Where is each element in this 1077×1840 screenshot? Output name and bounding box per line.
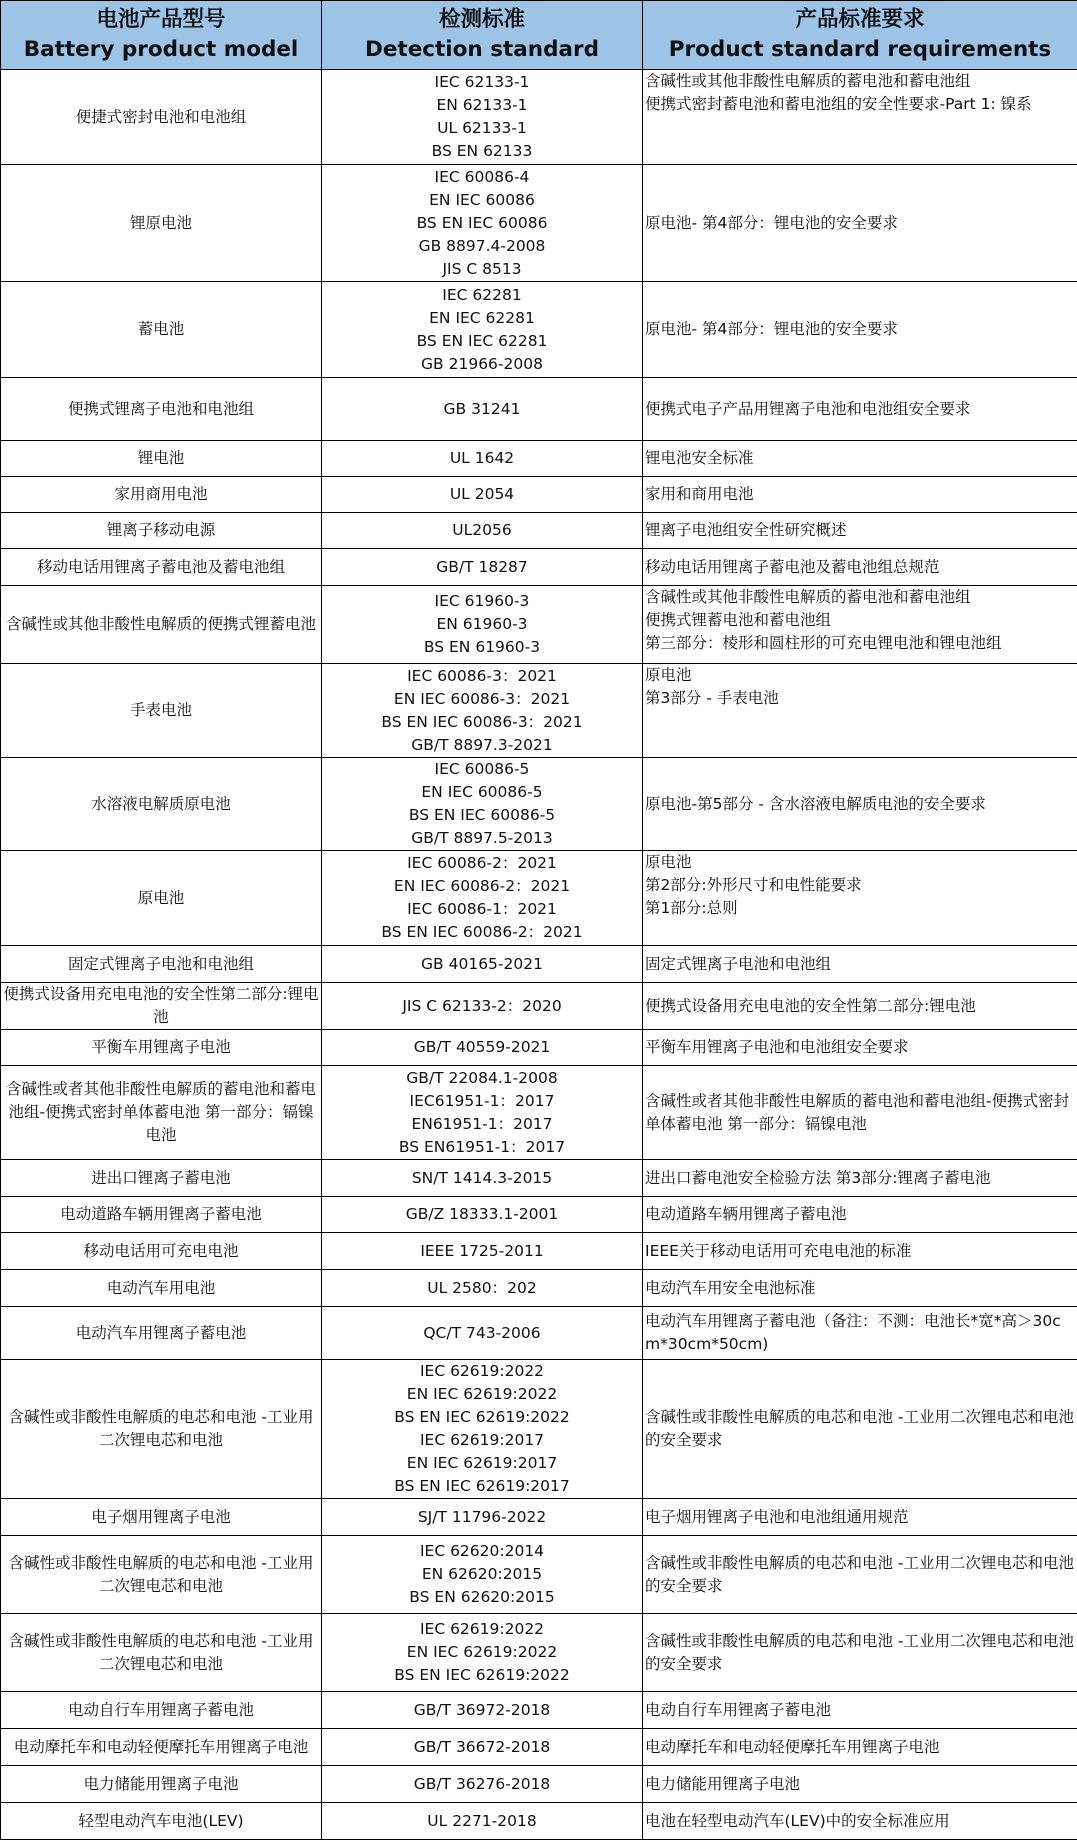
detection-standard-cell: [322, 983, 643, 1030]
table-row: [1, 549, 1077, 586]
table-row: [1, 664, 1077, 758]
detection-standard-cell: [322, 1499, 643, 1536]
battery-model-cell: [1, 70, 322, 165]
battery-model-text: 电力储能用锂离子电池: [3, 1773, 319, 1796]
battery-model-text: 锂电池: [3, 447, 319, 470]
standard-code: BS EN IEC 60086-2：2021: [324, 921, 640, 944]
product-requirement-cell: [643, 1536, 1077, 1614]
battery-model-cell: [1, 165, 322, 282]
standard-code: EN IEC 62619:2022: [324, 1641, 640, 1664]
battery-model-text: 固定式锂离子电池和电池组: [3, 953, 319, 976]
standard-code: IEC 60086-3：2021: [324, 665, 640, 688]
table-row: [1, 1270, 1077, 1307]
standard-code: GB/T 36972-2018: [324, 1699, 640, 1722]
requirement-text: 家用和商用电池: [645, 483, 1075, 506]
table-row: [1, 851, 1077, 946]
standard-code: GB/T 8897.5-2013: [324, 827, 640, 850]
product-requirement-cell: [643, 664, 1077, 758]
battery-model-text: 家用商用电池: [3, 483, 319, 506]
battery-model-text: 电动道路车辆用锂离子蓄电池: [3, 1203, 319, 1226]
detection-standard-cell: [322, 1803, 643, 1840]
table-row: [1, 1766, 1077, 1803]
requirement-text: 含碱性或非酸性电解质的电芯和电池 -工业用二次锂电芯和电池的安全要求: [645, 1630, 1075, 1676]
detection-standard-cell: [322, 1536, 643, 1614]
detection-standard-cell: [322, 1233, 643, 1270]
detection-standard-cell: [322, 1270, 643, 1307]
product-requirement-cell: [643, 1803, 1077, 1840]
battery-model-text: 电动摩托车和电动轻便摩托车用锂离子电池: [3, 1736, 319, 1759]
battery-model-cell: [1, 1360, 322, 1499]
requirement-text: 原电池- 第4部分：锂电池的安全要求: [645, 318, 1075, 341]
table-row: [1, 378, 1077, 441]
standard-code: EN IEC 60086: [324, 189, 640, 212]
requirement-text: 电动自行车用锂离子蓄电池: [645, 1699, 1075, 1722]
standard-code: GB/T 36276-2018: [324, 1773, 640, 1796]
battery-model-cell: [1, 1233, 322, 1270]
battery-model-text: 便携式设备用充电电池的安全性第二部分:锂电池: [3, 983, 319, 1029]
header-en: Battery product model: [3, 35, 319, 65]
table-row: [1, 513, 1077, 549]
product-requirement-cell: [643, 549, 1077, 586]
standard-code: UL 62133-1: [324, 117, 640, 140]
detection-standard-cell: [322, 513, 643, 549]
detection-standard-cell: [322, 586, 643, 664]
standard-code: EN IEC 60086-5: [324, 781, 640, 804]
standard-code: GB/Z 18333.1-2001: [324, 1203, 640, 1226]
battery-model-cell: [1, 1160, 322, 1197]
standard-code: EN IEC 62619:2022: [324, 1383, 640, 1406]
table-row: [1, 1360, 1077, 1499]
detection-standard-cell: [322, 477, 643, 513]
requirement-text: 锂离子电池组安全性研究概述: [645, 519, 1075, 542]
standard-code: GB/T 18287: [324, 556, 640, 579]
product-requirement-cell: [643, 1197, 1077, 1233]
standard-code: IEC 62619:2022: [324, 1618, 640, 1641]
battery-model-text: 蓄电池: [3, 318, 319, 341]
requirement-text: 进出口蓄电池安全检验方法 第3部分:锂离子蓄电池: [645, 1167, 1075, 1190]
table-row: [1, 1614, 1077, 1692]
standard-code: GB 31241: [324, 398, 640, 421]
table-row: [1, 586, 1077, 664]
standard-code: IEC 62619:2022: [324, 1360, 640, 1383]
requirement-text: 原电池- 第4部分：锂电池的安全要求: [645, 212, 1075, 235]
requirement-text: IEEE关于移动电话用可充电电池的标准: [645, 1240, 1075, 1263]
product-requirement-cell: [643, 477, 1077, 513]
table-row: [1, 1692, 1077, 1729]
battery-model-cell: [1, 282, 322, 378]
requirement-text: 便携式电子产品用锂离子电池和电池组安全要求: [645, 398, 1075, 421]
battery-model-cell: [1, 983, 322, 1030]
header-product-requirements: [643, 1, 1077, 70]
product-requirement-cell: [643, 1307, 1077, 1360]
detection-standard-cell: [322, 946, 643, 983]
table-row: [1, 758, 1077, 851]
standard-code: BS EN 62133: [324, 140, 640, 163]
product-requirement-cell: [643, 983, 1077, 1030]
battery-model-cell: [1, 1066, 322, 1160]
standard-code: BS EN IEC 62619:2017: [324, 1475, 640, 1498]
battery-model-text: 含碱性或非酸性电解质的电芯和电池 -工业用二次锂电芯和电池: [3, 1552, 319, 1598]
product-requirement-cell: [643, 851, 1077, 946]
battery-model-text: 锂原电池: [3, 212, 319, 235]
standard-code: EN IEC 62619:2017: [324, 1452, 640, 1475]
standard-code: BS EN61951-1：2017: [324, 1136, 640, 1159]
battery-model-cell: [1, 1536, 322, 1614]
requirement-text: 电力储能用锂离子电池: [645, 1773, 1075, 1796]
standard-code: BS EN IEC 62281: [324, 330, 640, 353]
standard-code: BS EN IEC 62619:2022: [324, 1664, 640, 1687]
table-row: [1, 946, 1077, 983]
standard-code: IEC 60086-4: [324, 166, 640, 189]
table-header: [1, 1, 1077, 70]
battery-model-text: 含碱性或者其他非酸性电解质的蓄电池和蓄电池组-便携式密封单体蓄电池 第一部分：镉镍电池: [3, 1078, 319, 1147]
battery-model-cell: [1, 664, 322, 758]
header-zh: 产品标准要求: [645, 5, 1075, 35]
requirement-text: 便携式设备用充电电池的安全性第二部分:锂电池: [645, 995, 1075, 1018]
table-body: [1, 70, 1077, 1840]
table-row: [1, 1499, 1077, 1536]
battery-model-cell: [1, 1729, 322, 1766]
battery-model-text: 平衡车用锂离子电池: [3, 1036, 319, 1059]
detection-standard-cell: [322, 1766, 643, 1803]
table-row: [1, 1233, 1077, 1270]
table-row: [1, 1729, 1077, 1766]
battery-model-text: 含碱性或其他非酸性电解质的便携式锂蓄电池: [3, 613, 319, 636]
requirement-text: 电动汽车用安全电池标准: [645, 1277, 1075, 1300]
standard-code: UL 1642: [324, 447, 640, 470]
battery-model-text: 电动汽车用锂离子蓄电池: [3, 1322, 319, 1345]
product-requirement-cell: [643, 282, 1077, 378]
standard-code: EN 61960-3: [324, 613, 640, 636]
product-requirement-cell: [643, 1030, 1077, 1066]
requirement-text: 原电池-第5部分 - 含水溶液电解质电池的安全要求: [645, 793, 1075, 816]
product-requirement-cell: [643, 70, 1077, 165]
battery-model-cell: [1, 513, 322, 549]
requirement-text: 第2部分:外形尺寸和电性能要求: [645, 874, 1075, 897]
table-row: [1, 441, 1077, 477]
requirement-text: 固定式锂离子电池和电池组: [645, 953, 1075, 976]
standard-code: UL 2271-2018: [324, 1810, 640, 1833]
standard-code: EN61951-1：2017: [324, 1113, 640, 1136]
detection-standard-cell: [322, 549, 643, 586]
table-row: [1, 477, 1077, 513]
standard-code: EN IEC 60086-2：2021: [324, 875, 640, 898]
detection-standard-cell: [322, 1030, 643, 1066]
battery-model-text: 含碱性或非酸性电解质的电芯和电池 -工业用二次锂电芯和电池: [3, 1406, 319, 1452]
requirement-text: 便携式密封蓄电池和蓄电池组的安全性要求-Part 1: 镍系: [645, 93, 1075, 116]
battery-model-cell: [1, 549, 322, 586]
table-row: [1, 70, 1077, 165]
battery-model-text: 原电池: [3, 887, 319, 910]
product-requirement-cell: [643, 586, 1077, 664]
battery-model-cell: [1, 1499, 322, 1536]
requirement-text: 第三部分：棱形和圆柱形的可充电锂电池和锂电池组: [645, 632, 1075, 655]
standard-code: UL 2054: [324, 483, 640, 506]
battery-model-cell: [1, 1614, 322, 1692]
detection-standard-cell: [322, 758, 643, 851]
standard-code: UL2056: [324, 519, 640, 542]
header-zh: 检测标准: [324, 5, 640, 35]
detection-standard-cell: [322, 1307, 643, 1360]
standard-code: IEC61951-1：2017: [324, 1090, 640, 1113]
standard-code: EN 62620:2015: [324, 1563, 640, 1586]
battery-model-cell: [1, 477, 322, 513]
table-row: [1, 1536, 1077, 1614]
table-row: [1, 1307, 1077, 1360]
detection-standard-cell: [322, 441, 643, 477]
table-row: [1, 1160, 1077, 1197]
battery-model-cell: [1, 378, 322, 441]
requirement-text: 含碱性或者其他非酸性电解质的蓄电池和蓄电池组-便携式密封单体蓄电池 第一部分：镉镍电池: [645, 1090, 1075, 1136]
header-detection-standard: [322, 1, 643, 70]
table-row: [1, 1030, 1077, 1066]
standard-code: BS EN IEC 62619:2022: [324, 1406, 640, 1429]
standard-code: UL 2580：202: [324, 1277, 640, 1300]
battery-model-text: 手表电池: [3, 699, 319, 722]
table-row: [1, 1066, 1077, 1160]
product-requirement-cell: [643, 1499, 1077, 1536]
battery-model-text: 轻型电动汽车电池(LEV): [3, 1810, 319, 1833]
standard-code: QC/T 743-2006: [324, 1322, 640, 1345]
standard-code: GB/T 22084.1-2008: [324, 1067, 640, 1090]
requirement-text: 平衡车用锂离子电池和电池组安全要求: [645, 1036, 1075, 1059]
standard-code: BS EN IEC 60086-3：2021: [324, 711, 640, 734]
battery-model-text: 水溶液电解质原电池: [3, 793, 319, 816]
product-requirement-cell: [643, 441, 1077, 477]
battery-model-cell: [1, 1692, 322, 1729]
standard-code: BS EN IEC 60086: [324, 212, 640, 235]
detection-standard-cell: [322, 1692, 643, 1729]
requirement-text: 便携式锂蓄电池和蓄电池组: [645, 609, 1075, 632]
battery-model-cell: [1, 1030, 322, 1066]
battery-model-cell: [1, 1270, 322, 1307]
standard-code: JIS C 8513: [324, 258, 640, 281]
battery-model-text: 进出口锂离子蓄电池: [3, 1167, 319, 1190]
table-row: [1, 1197, 1077, 1233]
header-zh: 电池产品型号: [3, 5, 319, 35]
requirement-text: 原电池: [645, 851, 1075, 874]
product-requirement-cell: [643, 378, 1077, 441]
detection-standard-cell: [322, 282, 643, 378]
battery-model-text: 电动汽车用电池: [3, 1277, 319, 1300]
standard-code: BS EN IEC 60086-5: [324, 804, 640, 827]
header-row: [1, 1, 1077, 70]
detection-standard-cell: [322, 70, 643, 165]
battery-model-text: 电动自行车用锂离子蓄电池: [3, 1699, 319, 1722]
product-requirement-cell: [643, 1766, 1077, 1803]
standard-code: IEEE 1725-2011: [324, 1240, 640, 1263]
requirement-text: 含碱性或非酸性电解质的电芯和电池 -工业用二次锂电芯和电池的安全要求: [645, 1406, 1075, 1452]
detection-standard-cell: [322, 378, 643, 441]
detection-standard-cell: [322, 851, 643, 946]
standard-code: IEC 60086-2：2021: [324, 852, 640, 875]
product-requirement-cell: [643, 1270, 1077, 1307]
product-requirement-cell: [643, 165, 1077, 282]
product-requirement-cell: [643, 513, 1077, 549]
requirement-text: 锂电池安全标准: [645, 447, 1075, 470]
table-row: [1, 983, 1077, 1030]
requirement-text: 原电池: [645, 664, 1075, 687]
product-requirement-cell: [643, 1614, 1077, 1692]
product-requirement-cell: [643, 1692, 1077, 1729]
battery-model-text: 便携式锂离子电池和电池组: [3, 398, 319, 421]
battery-model-cell: [1, 946, 322, 983]
requirement-text: 第1部分:总则: [645, 897, 1075, 920]
standard-code: IEC 61960-3: [324, 590, 640, 613]
product-requirement-cell: [643, 946, 1077, 983]
detection-standard-cell: [322, 1360, 643, 1499]
requirement-text: 第3部分 - 手表电池: [645, 687, 1075, 710]
requirement-text: 电动汽车用锂离子蓄电池（备注：不测：电池长*宽*高＞30cm*30cm*50cm): [645, 1310, 1075, 1356]
battery-model-cell: [1, 441, 322, 477]
standard-code: BS EN 62620:2015: [324, 1586, 640, 1609]
battery-model-text: 含碱性或非酸性电解质的电芯和电池 -工业用二次锂电芯和电池: [3, 1630, 319, 1676]
detection-standard-cell: [322, 1729, 643, 1766]
product-requirement-cell: [643, 1360, 1077, 1499]
battery-model-text: 便捷式密封电池和电池组: [3, 106, 319, 129]
standard-code: GB/T 40559-2021: [324, 1036, 640, 1059]
product-requirement-cell: [643, 1066, 1077, 1160]
standard-code: GB 8897.4-2008: [324, 235, 640, 258]
product-requirement-cell: [643, 1729, 1077, 1766]
battery-model-cell: [1, 758, 322, 851]
standard-code: EN IEC 60086-3：2021: [324, 688, 640, 711]
standard-code: GB 21966-2008: [324, 353, 640, 376]
standard-code: EN IEC 62281: [324, 307, 640, 330]
product-requirement-cell: [643, 758, 1077, 851]
standard-code: GB/T 36672-2018: [324, 1736, 640, 1759]
standard-code: JIS C 62133-2：2020: [324, 995, 640, 1018]
standard-code: SJ/T 11796-2022: [324, 1506, 640, 1529]
table-row: [1, 165, 1077, 282]
standard-code: IEC 60086-5: [324, 758, 640, 781]
detection-standard-cell: [322, 1066, 643, 1160]
battery-model-cell: [1, 851, 322, 946]
requirement-text: 电动摩托车和电动轻便摩托车用锂离子电池: [645, 1736, 1075, 1759]
requirement-text: 电动道路车辆用锂离子蓄电池: [645, 1203, 1075, 1226]
standard-code: BS EN 61960-3: [324, 636, 640, 659]
detection-standard-cell: [322, 1197, 643, 1233]
product-requirement-cell: [643, 1160, 1077, 1197]
standard-code: IEC 62619:2017: [324, 1429, 640, 1452]
battery-model-text: 电子烟用锂离子电池: [3, 1506, 319, 1529]
product-requirement-cell: [643, 1233, 1077, 1270]
detection-standard-cell: [322, 664, 643, 758]
battery-model-text: 移动电话用锂离子蓄电池及蓄电池组: [3, 556, 319, 579]
requirement-text: 移动电话用锂离子蓄电池及蓄电池组总规范: [645, 556, 1075, 579]
standard-code: EN 62133-1: [324, 94, 640, 117]
detection-standard-cell: [322, 165, 643, 282]
table-row: [1, 282, 1077, 378]
battery-model-text: 移动电话用可充电电池: [3, 1240, 319, 1263]
battery-model-cell: [1, 1197, 322, 1233]
header-en: Detection standard: [324, 35, 640, 65]
standard-code: IEC 60086-1：2021: [324, 898, 640, 921]
standard-code: GB 40165-2021: [324, 953, 640, 976]
battery-model-cell: [1, 586, 322, 664]
requirement-text: 含碱性或其他非酸性电解质的蓄电池和蓄电池组: [645, 586, 1075, 609]
detection-standard-cell: [322, 1160, 643, 1197]
header-en: Product standard requirements: [645, 35, 1075, 65]
battery-model-text: 锂离子移动电源: [3, 519, 319, 542]
standard-code: GB/T 8897.3-2021: [324, 734, 640, 757]
table-row: [1, 1803, 1077, 1840]
battery-model-cell: [1, 1803, 322, 1840]
standard-code: SN/T 1414.3-2015: [324, 1167, 640, 1190]
detection-standard-cell: [322, 1614, 643, 1692]
battery-model-cell: [1, 1307, 322, 1360]
standard-code: IEC 62281: [324, 284, 640, 307]
requirement-text: 含碱性或其他非酸性电解质的蓄电池和蓄电池组: [645, 70, 1075, 93]
standard-code: IEC 62133-1: [324, 71, 640, 94]
header-battery-model: [1, 1, 322, 70]
standard-code: IEC 62620:2014: [324, 1540, 640, 1563]
requirement-text: 电池在轻型电动汽车(LEV)中的安全标准应用: [645, 1810, 1075, 1833]
requirement-text: 电子烟用锂离子电池和电池组通用规范: [645, 1506, 1075, 1529]
requirement-text: 含碱性或非酸性电解质的电芯和电池 -工业用二次锂电芯和电池的安全要求: [645, 1552, 1075, 1598]
battery-model-cell: [1, 1766, 322, 1803]
